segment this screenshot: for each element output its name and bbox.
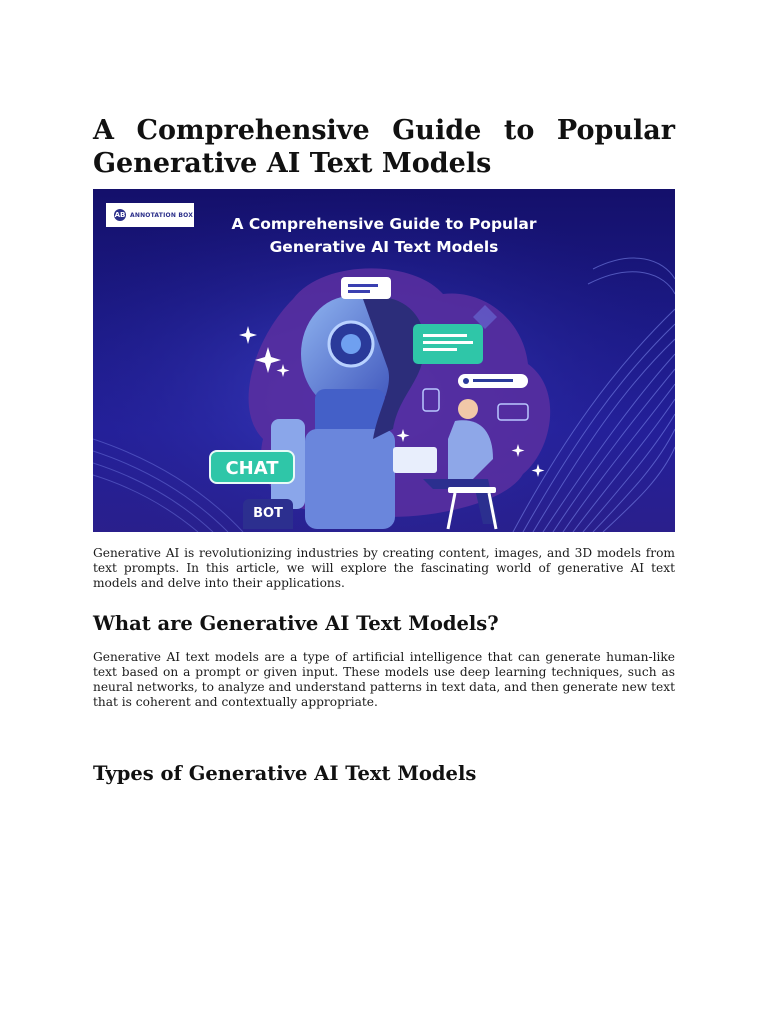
document-page bbox=[93, 114, 675, 786]
section-heading-types: Types of Generative AI Text Models bbox=[93, 762, 477, 785]
intro-paragraph: Generative AI is revolutionizing industries by creating content, images, and 3D models from text prompts. In this article, we will explore the fascinating world of generative AI text models and delve into their applications. bbox=[93, 546, 675, 590]
hero-title bbox=[93, 213, 675, 259]
hero-image bbox=[93, 189, 675, 532]
bot-badge: BOT bbox=[243, 499, 293, 529]
hero-title-line-1: A Comprehensive Guide to Popular bbox=[231, 215, 537, 233]
page-title: A Comprehensive Guide to Popular Generative AI Text Models bbox=[93, 115, 675, 179]
brand-name: ANNOTATION BOX bbox=[130, 211, 194, 219]
chat-badge: CHAT bbox=[209, 450, 295, 484]
brand-mark: AB bbox=[114, 211, 126, 219]
section-heading-what-are: What are Generative AI Text Models? bbox=[93, 612, 499, 635]
definition-paragraph: Generative AI text models are a type of artificial intelligence that can generate human-like text based on a prompt or given input. These models use deep learning techniques, such as neural networks, to analyze and understand patterns in text data, and then generate new text that is coherent and contextually appropriate. bbox=[93, 650, 675, 709]
hero-title-line-2: Generative AI Text Models bbox=[269, 238, 499, 256]
